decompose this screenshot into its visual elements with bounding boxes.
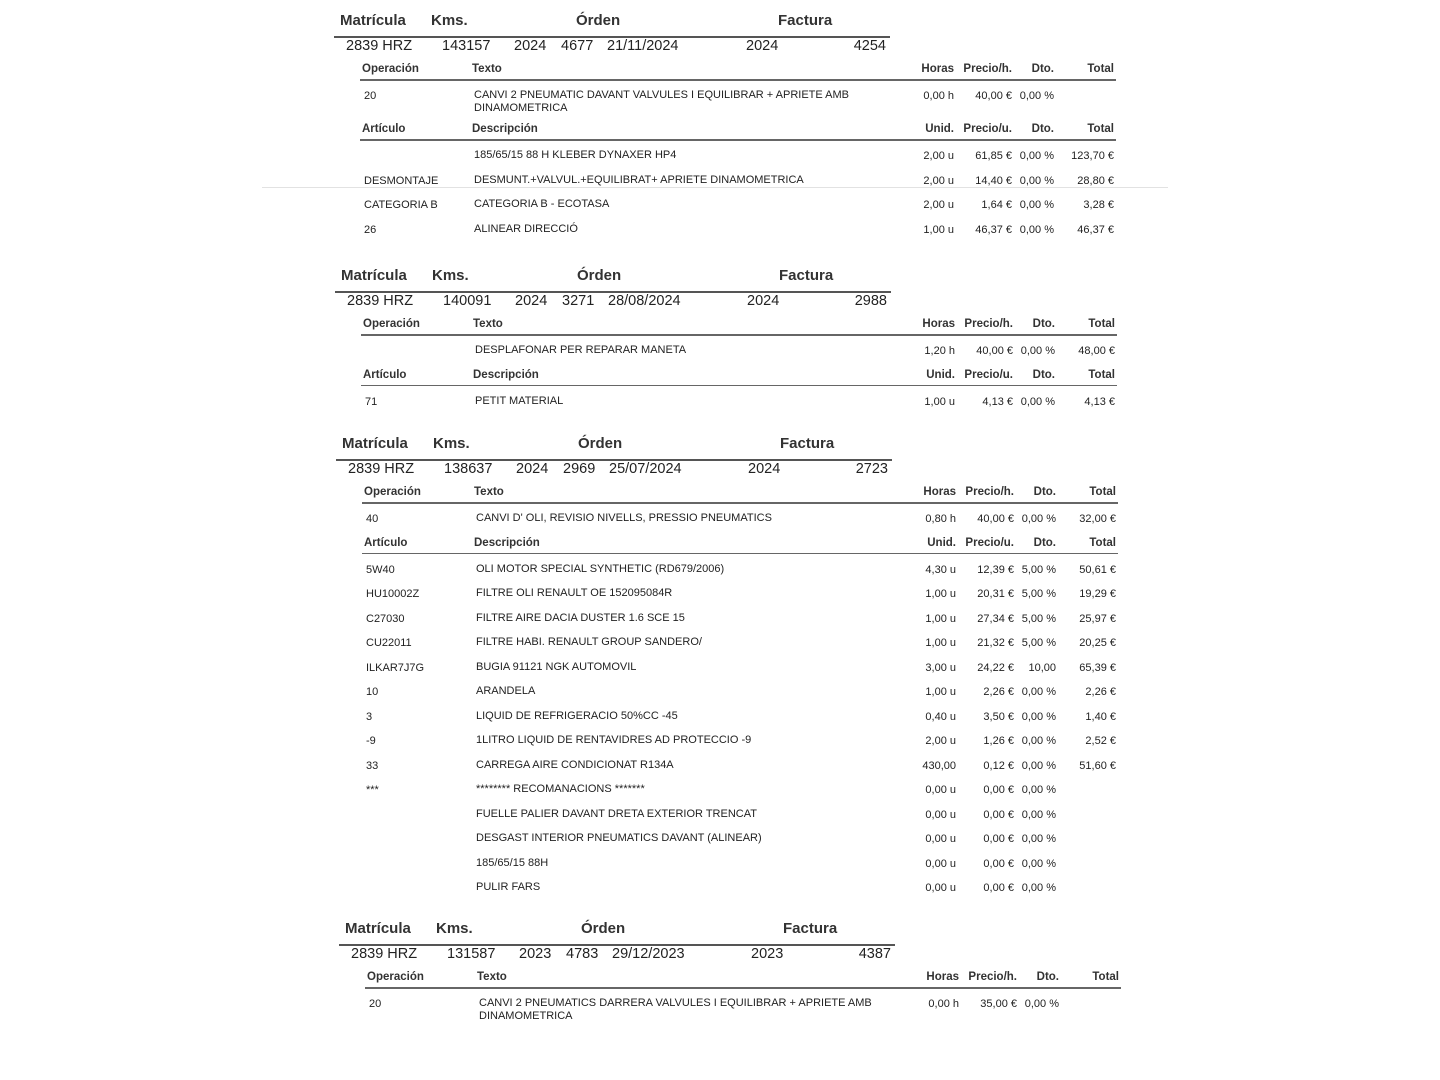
operations-header — [339, 968, 1129, 988]
article-units: 430,00 — [922, 759, 956, 772]
record-header — [336, 433, 1126, 459]
articulo-col-label: Artículo — [363, 368, 407, 381]
dto-col-label: Dto. — [1032, 318, 1055, 330]
article-units: 1,00 u — [925, 637, 956, 649]
descripcion-col-label: Descripción — [474, 536, 540, 549]
article-unit-price: 3,50 € — [983, 710, 1014, 723]
invoice-year: 2024 — [748, 461, 781, 477]
operation-price: 40,00 € — [975, 90, 1012, 102]
article-unit-price: 0,00 € — [983, 784, 1014, 796]
article-unit-price: 27,34 € — [977, 612, 1014, 625]
article-description: DESMUNT.+VALVUL.+EQUILIBRAT+ APRIETE DINAMOMETRICA — [474, 173, 804, 186]
workorder-record — [334, 10, 1124, 244]
order-year: 2023 — [519, 946, 552, 962]
operation-total: 48,00 € — [1078, 345, 1115, 357]
article-units: 4,30 u — [925, 563, 956, 576]
precio-u-col-label: Precio/u. — [963, 123, 1012, 135]
article-row — [336, 682, 1126, 707]
article-unit-price: 61,85 € — [975, 150, 1012, 162]
article-discount: 0,00 % — [1021, 808, 1056, 821]
section-rule — [365, 987, 1121, 989]
article-unit-price: 46,37 € — [975, 223, 1012, 236]
article-unit-price: 1,64 € — [981, 199, 1012, 211]
precio-u-col-label: Precio/u. — [964, 368, 1013, 381]
article-row — [336, 560, 1126, 585]
operation-discount: 0,00 % — [1020, 345, 1055, 357]
article-description: DESGAST INTERIOR PNEUMATICS DAVANT (ALINEAR) — [476, 832, 762, 844]
operation-discount: 0,00 % — [1019, 90, 1054, 102]
descripcion-col-label: Descripción — [472, 123, 538, 135]
order-year: 2024 — [515, 293, 548, 309]
article-description: BUGIA 91121 NGK AUTOMOVIL — [476, 660, 637, 673]
article-code: C27030 — [366, 612, 405, 625]
article-description: PULIR FARS — [476, 881, 541, 893]
unid-col-label: Unid. — [927, 536, 956, 549]
article-total: 20,25 € — [1079, 637, 1116, 649]
article-row — [336, 829, 1126, 854]
invoice-year: 2024 — [747, 293, 780, 309]
kilometers: 143157 — [442, 38, 491, 54]
factura-label: Factura — [778, 12, 833, 29]
article-discount: 0,00 % — [1019, 150, 1054, 162]
article-discount: 0,00 % — [1019, 199, 1054, 211]
horas-col-label: Horas — [922, 318, 955, 330]
article-description: LIQUID DE REFRIGERACIO 50%CC -45 — [476, 709, 678, 722]
kms-label: Kms. — [436, 920, 473, 937]
order-number: 4677 — [561, 38, 594, 54]
order-date: 21/11/2024 — [607, 38, 679, 54]
orden-label: Órden — [576, 12, 621, 29]
total-col-label: Total — [1088, 318, 1115, 330]
record-values — [339, 944, 1129, 968]
article-total: 50,61 € — [1079, 563, 1116, 576]
operation-discount: 0,00 % — [1021, 513, 1056, 525]
article-row — [336, 805, 1126, 830]
article-discount: 0,00 % — [1021, 759, 1056, 772]
article-code: CATEGORIA B — [364, 199, 438, 211]
order-date: 25/07/2024 — [609, 461, 682, 477]
operation-row — [336, 509, 1126, 534]
invoice-year: 2023 — [751, 946, 784, 962]
texto-col-label: Texto — [474, 486, 504, 498]
plate-number: 2839 HRZ — [348, 461, 415, 477]
plate-number: 2839 HRZ — [347, 293, 414, 309]
articles-header — [336, 534, 1126, 554]
matricula-label: Matrícula — [342, 435, 408, 452]
operation-total: 32,00 € — [1079, 513, 1116, 525]
article-description: 185/65/15 88H — [476, 856, 549, 869]
article-discount: 10,00 — [1028, 661, 1056, 674]
operations-header — [334, 60, 1124, 80]
record-header — [335, 265, 1125, 291]
operations-header — [335, 315, 1125, 335]
article-discount: 0,00 % — [1021, 857, 1056, 870]
operacion-col-label: Operación — [363, 318, 420, 330]
article-code: 26 — [364, 223, 377, 236]
article-unit-price: 0,00 € — [983, 882, 1014, 894]
section-rule — [361, 385, 1117, 387]
article-description: ARANDELA — [476, 685, 536, 697]
kms-label: Kms. — [432, 267, 469, 284]
article-unit-price: 2,26 € — [983, 686, 1014, 698]
article-units: 0,00 u — [925, 882, 956, 894]
operation-hours: 0,00 h — [923, 90, 954, 102]
workorder-record — [339, 918, 1129, 1028]
record-header — [339, 918, 1129, 944]
article-discount: 0,00 % — [1019, 223, 1054, 236]
workorder-record — [336, 433, 1126, 903]
horas-col-label: Horas — [921, 63, 954, 75]
horas-col-label: Horas — [926, 971, 959, 983]
operacion-col-label: Operación — [364, 486, 421, 498]
articles-header — [335, 366, 1125, 386]
order-number: 2969 — [563, 461, 596, 477]
article-description: FILTRE OLI RENAULT OE 152095084R — [476, 587, 673, 599]
article-total: 2,52 € — [1085, 735, 1116, 747]
workorder-record — [335, 265, 1125, 416]
article-total: 1,40 € — [1085, 710, 1116, 723]
article-description: PETIT MATERIAL — [475, 394, 564, 407]
article-units: 2,00 u — [923, 174, 954, 187]
precio-h-col-label: Precio/h. — [963, 63, 1012, 75]
orden-label: Órden — [581, 920, 626, 937]
horas-col-label: Horas — [923, 486, 956, 498]
article-total: 2,26 € — [1085, 686, 1116, 698]
record-values — [335, 291, 1125, 315]
operation-text: CANVI 2 PNEUMATICS DARRERA VALVULES I EQUILIBRAR + APRIETE AMB DINAMOMETRICA — [479, 997, 872, 1022]
dto-col-label: Dto. — [1033, 486, 1056, 498]
operation-price: 40,00 € — [976, 345, 1013, 357]
record-values — [336, 459, 1126, 483]
article-row — [336, 780, 1126, 805]
article-row — [336, 633, 1126, 658]
article-row — [334, 195, 1124, 220]
article-unit-price: 21,32 € — [977, 637, 1014, 649]
total-col-label: Total — [1088, 368, 1115, 381]
unid-col-label: Unid. — [925, 123, 954, 135]
article-row — [336, 731, 1126, 756]
article-code: -9 — [366, 735, 376, 747]
article-units: 0,00 u — [925, 808, 956, 821]
section-rule — [360, 79, 1116, 81]
article-discount: 5,00 % — [1021, 637, 1056, 649]
invoice-year: 2024 — [746, 38, 779, 54]
operation-hours: 0,80 h — [925, 513, 956, 525]
article-units: 0,40 u — [925, 710, 956, 723]
article-total: 46,37 € — [1077, 223, 1114, 236]
article-code: CU22011 — [366, 637, 412, 649]
article-code: HU10002Z — [366, 588, 420, 600]
dto-col-label: Dto. — [1033, 536, 1056, 549]
article-discount: 5,00 % — [1021, 612, 1056, 625]
section-rule — [361, 334, 1117, 336]
article-code: *** — [366, 784, 379, 796]
article-units: 1,00 u — [925, 686, 956, 698]
order-date: 29/12/2023 — [612, 946, 685, 962]
article-description: ALINEAR DIRECCIÓ — [474, 222, 578, 235]
matricula-label: Matrícula — [340, 12, 406, 29]
article-row — [336, 878, 1126, 903]
dto-col-label: Dto. — [1032, 368, 1055, 381]
descripcion-col-label: Descripción — [473, 368, 539, 381]
article-unit-price: 14,40 € — [975, 174, 1012, 187]
operation-row — [335, 341, 1125, 366]
operation-discount: 0,00 % — [1024, 998, 1059, 1010]
plate-number: 2839 HRZ — [351, 946, 418, 962]
article-description: CARREGA AIRE CONDICIONAT R134A — [476, 758, 674, 771]
article-row — [336, 609, 1126, 634]
article-unit-price: 20,31 € — [977, 588, 1014, 600]
articles-header — [334, 120, 1124, 140]
article-units: 1,00 u — [925, 612, 956, 625]
operacion-col-label: Operación — [367, 971, 424, 983]
orden-label: Órden — [578, 435, 623, 452]
order-number: 3271 — [562, 293, 595, 309]
operations-header — [336, 483, 1126, 503]
factura-label: Factura — [783, 920, 838, 937]
texto-col-label: Texto — [473, 318, 503, 330]
total-col-label: Total — [1089, 486, 1116, 498]
total-col-label: Total — [1089, 536, 1116, 549]
kilometers: 138637 — [444, 461, 493, 477]
article-description: 1LITRO LIQUID DE RENTAVIDRES AD PROTECCIO -9 — [476, 734, 752, 746]
article-description: ******** RECOMANACIONS ******* — [476, 783, 645, 795]
article-units: 2,00 u — [923, 150, 954, 162]
plate-number: 2839 HRZ — [346, 38, 413, 54]
article-discount: 0,00 % — [1021, 784, 1056, 796]
operation-row — [339, 994, 1129, 1028]
record-values — [334, 36, 1124, 60]
matricula-label: Matrícula — [341, 267, 407, 284]
article-row — [336, 756, 1126, 781]
article-unit-price: 0,00 € — [983, 808, 1014, 821]
article-unit-price: 24,22 € — [977, 661, 1014, 674]
invoice-number: 2988 — [854, 293, 887, 309]
article-row — [336, 658, 1126, 683]
section-rule — [362, 502, 1118, 504]
operation-price: 40,00 € — [977, 513, 1014, 525]
operation-row — [334, 86, 1124, 120]
article-description: FILTRE HABI. RENAULT GROUP SANDERO/ — [476, 636, 702, 648]
matricula-label: Matrícula — [345, 920, 411, 937]
article-code: DESMONTAJE — [364, 174, 439, 187]
operation-hours: 0,00 h — [928, 998, 959, 1010]
article-unit-price: 0,00 € — [983, 833, 1014, 845]
precio-u-col-label: Precio/u. — [965, 536, 1014, 549]
article-discount: 0,00 % — [1020, 395, 1055, 408]
article-code: 71 — [365, 395, 378, 408]
article-discount: 5,00 % — [1021, 588, 1056, 600]
dto-col-label: Dto. — [1031, 123, 1054, 135]
precio-h-col-label: Precio/h. — [965, 486, 1014, 498]
article-row — [334, 171, 1124, 196]
article-row — [334, 146, 1124, 171]
article-unit-price: 1,26 € — [983, 735, 1014, 747]
operation-code: 40 — [366, 513, 379, 525]
article-units: 2,00 u — [925, 735, 956, 747]
article-discount: 0,00 % — [1021, 882, 1056, 894]
operation-code: 20 — [369, 998, 382, 1010]
article-units: 0,00 u — [925, 784, 956, 796]
texto-col-label: Texto — [477, 971, 507, 983]
operation-code: 20 — [364, 90, 377, 102]
unid-col-label: Unid. — [926, 368, 955, 381]
operation-text: CANVI 2 PNEUMATIC DAVANT VALVULES I EQUILIBRAR + APRIETE AMB DINAMOMETRICA — [474, 89, 850, 114]
operacion-col-label: Operación — [362, 63, 419, 75]
article-discount: 0,00 % — [1021, 735, 1056, 747]
factura-label: Factura — [779, 267, 834, 284]
article-discount: 0,00 % — [1021, 833, 1056, 845]
article-unit-price: 0,12 € — [983, 759, 1014, 772]
article-description: 185/65/15 88 H KLEBER DYNAXER HP4 — [474, 149, 677, 161]
article-code: 33 — [366, 759, 379, 772]
operation-text: CANVI D' OLI, REVISIO NIVELLS, PRESSIO PNEUMATICS — [476, 512, 772, 524]
article-description: FILTRE AIRE DACIA DUSTER 1.6 SCE 15 — [476, 611, 685, 624]
article-row — [336, 854, 1126, 879]
article-description: FUELLE PALIER DAVANT DRETA EXTERIOR TRENCAT — [476, 807, 757, 820]
article-description: CATEGORIA B - ECOTASA — [474, 198, 610, 210]
article-row — [336, 707, 1126, 732]
order-year: 2024 — [516, 461, 549, 477]
texto-col-label: Texto — [472, 63, 502, 75]
article-total: 123,70 € — [1071, 150, 1114, 162]
kilometers: 131587 — [447, 946, 496, 962]
article-discount: 0,00 % — [1021, 686, 1056, 698]
total-col-label: Total — [1092, 971, 1119, 983]
articulo-col-label: Artículo — [362, 123, 406, 135]
article-units: 1,00 u — [924, 395, 955, 408]
kms-label: Kms. — [431, 12, 468, 29]
section-rule — [360, 139, 1116, 141]
order-number: 4783 — [566, 946, 599, 962]
article-total: 4,13 € — [1084, 395, 1115, 408]
article-unit-price: 12,39 € — [977, 563, 1014, 576]
articulo-col-label: Artículo — [364, 536, 408, 549]
article-total: 65,39 € — [1079, 661, 1116, 674]
article-units: 2,00 u — [923, 199, 954, 211]
operation-text: DESPLAFONAR PER REPARAR MANETA — [475, 344, 687, 356]
article-total: 25,97 € — [1079, 612, 1116, 625]
article-code: 10 — [366, 686, 379, 698]
article-code: ILKAR7J7G — [366, 661, 425, 674]
dto-col-label: Dto. — [1036, 971, 1059, 983]
kms-label: Kms. — [433, 435, 470, 452]
article-units: 0,00 u — [925, 833, 956, 845]
article-description: OLI MOTOR SPECIAL SYNTHETIC (RD679/2006) — [476, 562, 725, 575]
article-code: 5W40 — [366, 563, 395, 576]
article-unit-price: 4,13 € — [982, 395, 1013, 408]
article-units: 1,00 u — [923, 223, 954, 236]
kilometers: 140091 — [443, 293, 492, 309]
article-row — [336, 584, 1126, 609]
invoice-number: 4254 — [853, 38, 886, 54]
article-row — [334, 220, 1124, 245]
precio-h-col-label: Precio/h. — [964, 318, 1013, 330]
article-discount: 0,00 % — [1021, 710, 1056, 723]
precio-h-col-label: Precio/h. — [968, 971, 1017, 983]
article-discount: 0,00 % — [1019, 174, 1054, 187]
article-units: 0,00 u — [925, 857, 956, 870]
article-total: 51,60 € — [1079, 759, 1116, 772]
article-discount: 5,00 % — [1021, 563, 1056, 576]
article-row — [335, 392, 1125, 417]
article-unit-price: 0,00 € — [983, 857, 1014, 870]
invoice-number: 4387 — [858, 946, 891, 962]
factura-label: Factura — [780, 435, 835, 452]
orden-label: Órden — [577, 267, 622, 284]
dto-col-label: Dto. — [1031, 63, 1054, 75]
article-total: 3,28 € — [1083, 199, 1114, 211]
operation-hours: 1,20 h — [924, 345, 955, 357]
order-year: 2024 — [514, 38, 547, 54]
article-units: 1,00 u — [925, 588, 956, 600]
invoice-number: 2723 — [855, 461, 888, 477]
section-rule — [362, 553, 1118, 555]
article-total: 28,80 € — [1077, 174, 1114, 187]
article-code: 3 — [366, 710, 373, 723]
operation-price: 35,00 € — [980, 998, 1017, 1010]
article-total: 19,29 € — [1079, 588, 1116, 600]
total-col-label: Total — [1087, 123, 1114, 135]
record-header — [334, 10, 1124, 36]
article-units: 3,00 u — [925, 661, 956, 674]
order-date: 28/08/2024 — [608, 293, 681, 309]
total-col-label: Total — [1087, 63, 1114, 75]
